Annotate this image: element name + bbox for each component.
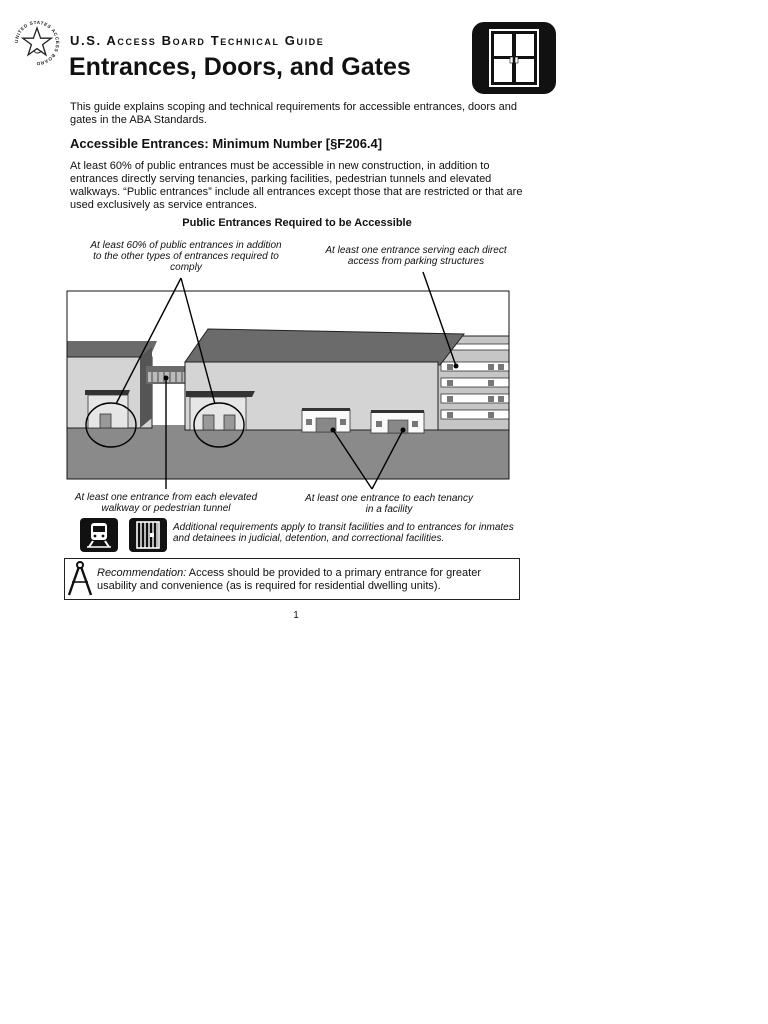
recommendation-body: Access should be provided to a primary entrance for greater usability and convenience (as is required for residential dwelling units).	[97, 567, 481, 592]
section-body: At least 60% of public entrances must be accessible in new construction, in addition to entrances directly serving tenancies, parking facilities, pedestrian tunnels and elevated walkways. “Public entrances” include all entrances except those that are restricted or that are used exclusively as service entrances.	[70, 160, 523, 211]
intro-paragraph: This guide explains scoping and technical requirements for accessible entrances, doors and gates in the ABA Standards.	[70, 101, 517, 126]
access-board-seal-icon	[12, 18, 62, 68]
recommendation-label: Recommendation:	[97, 567, 187, 579]
double-door-icon	[471, 21, 557, 95]
jail-cell-icon	[129, 518, 167, 552]
section-heading: Accessible Entrances: Minimum Number [§F206.4]	[70, 136, 383, 151]
callout-tenancy: At least one entrance to each tenancy in a facility	[305, 493, 473, 515]
document-title: Entrances, Doors, and Gates	[69, 53, 411, 81]
compass-icon	[66, 560, 94, 598]
callout-parking-structures: At least one entrance serving each direct access from parking structures	[325, 245, 507, 267]
svg-text:UNITED STATES ACCESS BOARD: UNITED STATES ACCESS BOARD	[13, 19, 61, 67]
figure-title: Public Entrances Required to be Accessible	[182, 217, 412, 229]
page-number: 1	[293, 610, 299, 621]
callout-public-entrances: At least 60% of public entrances in addition to the other types of entrances required to comply	[90, 240, 282, 273]
recommendation-text	[97, 567, 517, 593]
callout-elevated-walkway: At least one entrance from each elevated walkway or pedestrian tunnel	[74, 492, 258, 514]
guide-series-label: U.S. Access Board Technical Guide	[70, 33, 325, 48]
additional-requirements-note: Additional requirements apply to transit facilities and to entrances for inmates and detainees in judicial, detention, and correctional facilities.	[173, 522, 514, 544]
transit-train-icon	[80, 518, 118, 552]
